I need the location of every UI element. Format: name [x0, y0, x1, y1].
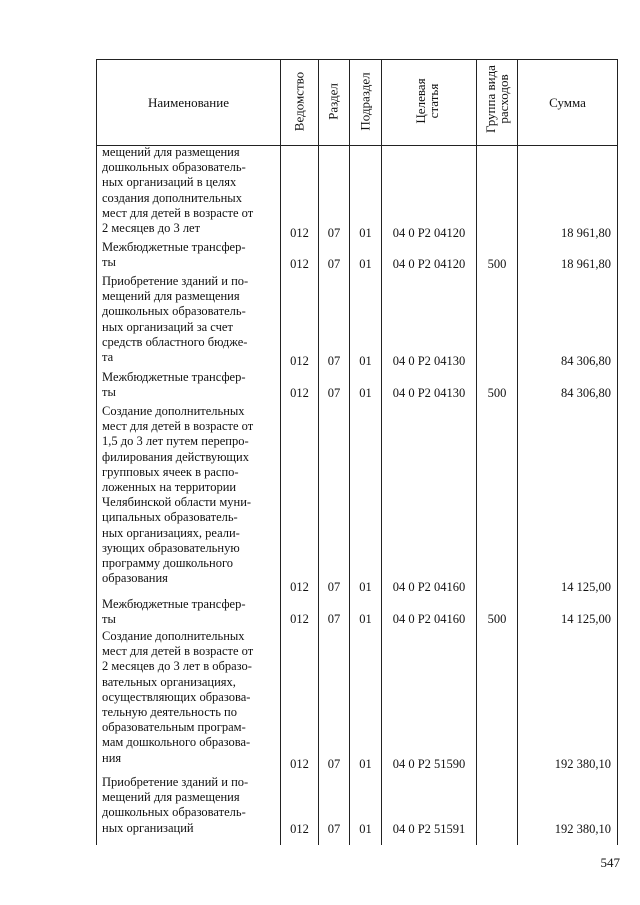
row-group-4: 500	[487, 386, 507, 400]
row-sum-8: 192 380,10	[554, 822, 611, 836]
row-target-5: 04 0 Р2 04160	[392, 580, 466, 594]
col-border-group-sum	[517, 59, 518, 845]
header-dept: Ведомство	[291, 71, 307, 132]
row-name-4: Межбюджетные трансфер- ты	[102, 370, 246, 400]
row-dept-5: 012	[290, 580, 309, 594]
header-name: Наименование	[148, 94, 229, 110]
row-sub-7: 01	[359, 757, 372, 771]
row-dept-1: 012	[290, 226, 309, 240]
row-sec-7: 07	[327, 757, 341, 771]
row-sum-1: 18 961,80	[561, 226, 611, 240]
row-sec-2: 07	[327, 257, 341, 271]
row-name-8: Приобретение зданий и по- мещений для размещения дошкольных образователь- ных организаций	[102, 775, 249, 835]
row-sum-2: 18 961,80	[561, 257, 611, 271]
row-sub-4: 01	[359, 386, 372, 400]
row-target-3: 04 0 Р2 04130	[392, 354, 466, 368]
row-dept-6: 012	[290, 612, 309, 626]
row-group-2: 500	[487, 257, 507, 271]
col-border-sec-sub	[349, 59, 350, 845]
row-sub-3: 01	[359, 354, 372, 368]
row-sec-1: 07	[327, 226, 341, 240]
row-sec-4: 07	[327, 386, 341, 400]
row-sec-8: 07	[327, 822, 341, 836]
row-sec-3: 07	[327, 354, 341, 368]
header-sum: Сумма	[549, 94, 586, 110]
row-group-6: 500	[487, 612, 507, 626]
header-target: Целевая статья	[413, 78, 441, 124]
row-dept-7: 012	[290, 757, 309, 771]
row-sum-5: 14 125,00	[561, 580, 611, 594]
col-border-dept-sec	[318, 59, 319, 845]
row-sub-2: 01	[359, 257, 372, 271]
row-name-1: мещений для размещения дошкольных образователь- ных организаций в целях создания дополнительных мест для детей в возрасте от 2 месяцев до 3 лет	[102, 145, 254, 236]
row-sub-8: 01	[359, 822, 372, 836]
row-target-2: 04 0 Р2 04120	[392, 257, 466, 271]
row-target-8: 04 0 Р2 51591	[392, 822, 466, 836]
row-sub-6: 01	[359, 612, 372, 626]
row-sec-6: 07	[327, 612, 341, 626]
row-dept-4: 012	[290, 386, 309, 400]
row-name-5: Создание дополнительных мест для детей в возрасте от 1,5 до 3 лет путем перепро- филирования действующих групповых ячеек в распо- ложенных на территории Челябинской области муни- ципальных образователь- ных организациях, реали- зующих образовательную программу дошкольного образования	[102, 404, 254, 586]
row-sub-5: 01	[359, 580, 372, 594]
col-border-name-dept	[280, 59, 281, 845]
row-sum-3: 84 306,80	[561, 354, 611, 368]
col-border-target-group	[476, 59, 477, 845]
page-number: 547	[600, 855, 620, 870]
row-name-6: Межбюджетные трансфер- ты	[102, 597, 246, 627]
row-name-3: Приобретение зданий и по- мещений для размещения дошкольных образователь- ных организаций за счет средств областного бюдже- та	[102, 274, 249, 365]
row-dept-3: 012	[290, 354, 309, 368]
row-sum-4: 84 306,80	[561, 386, 611, 400]
row-dept-2: 012	[290, 257, 309, 271]
header-subsection: Подраздел	[357, 72, 373, 131]
row-sub-1: 01	[359, 226, 372, 240]
row-name-7: Создание дополнительных мест для детей в возрасте от 2 месяцев до 3 лет в образо- вательных организациях, осуществляющих образова- тельную деятельность по образовательным програм- мам дошкольного образова- ния	[102, 629, 254, 765]
row-target-1: 04 0 Р2 04120	[392, 226, 466, 240]
row-target-6: 04 0 Р2 04160	[392, 612, 466, 626]
header-section: Раздел	[325, 83, 341, 120]
row-sum-7: 192 380,10	[554, 757, 611, 771]
col-border-sub-target	[381, 59, 382, 845]
row-name-2: Межбюджетные трансфер- ты	[102, 240, 246, 270]
row-target-7: 04 0 Р2 51590	[392, 757, 466, 771]
header-group: Группа вида расходов	[483, 65, 511, 133]
row-dept-8: 012	[290, 822, 309, 836]
row-sum-6: 14 125,00	[561, 612, 611, 626]
row-sec-5: 07	[327, 580, 341, 594]
row-target-4: 04 0 Р2 04130	[392, 386, 466, 400]
col-border-left	[96, 59, 97, 845]
col-border-right	[617, 59, 618, 845]
